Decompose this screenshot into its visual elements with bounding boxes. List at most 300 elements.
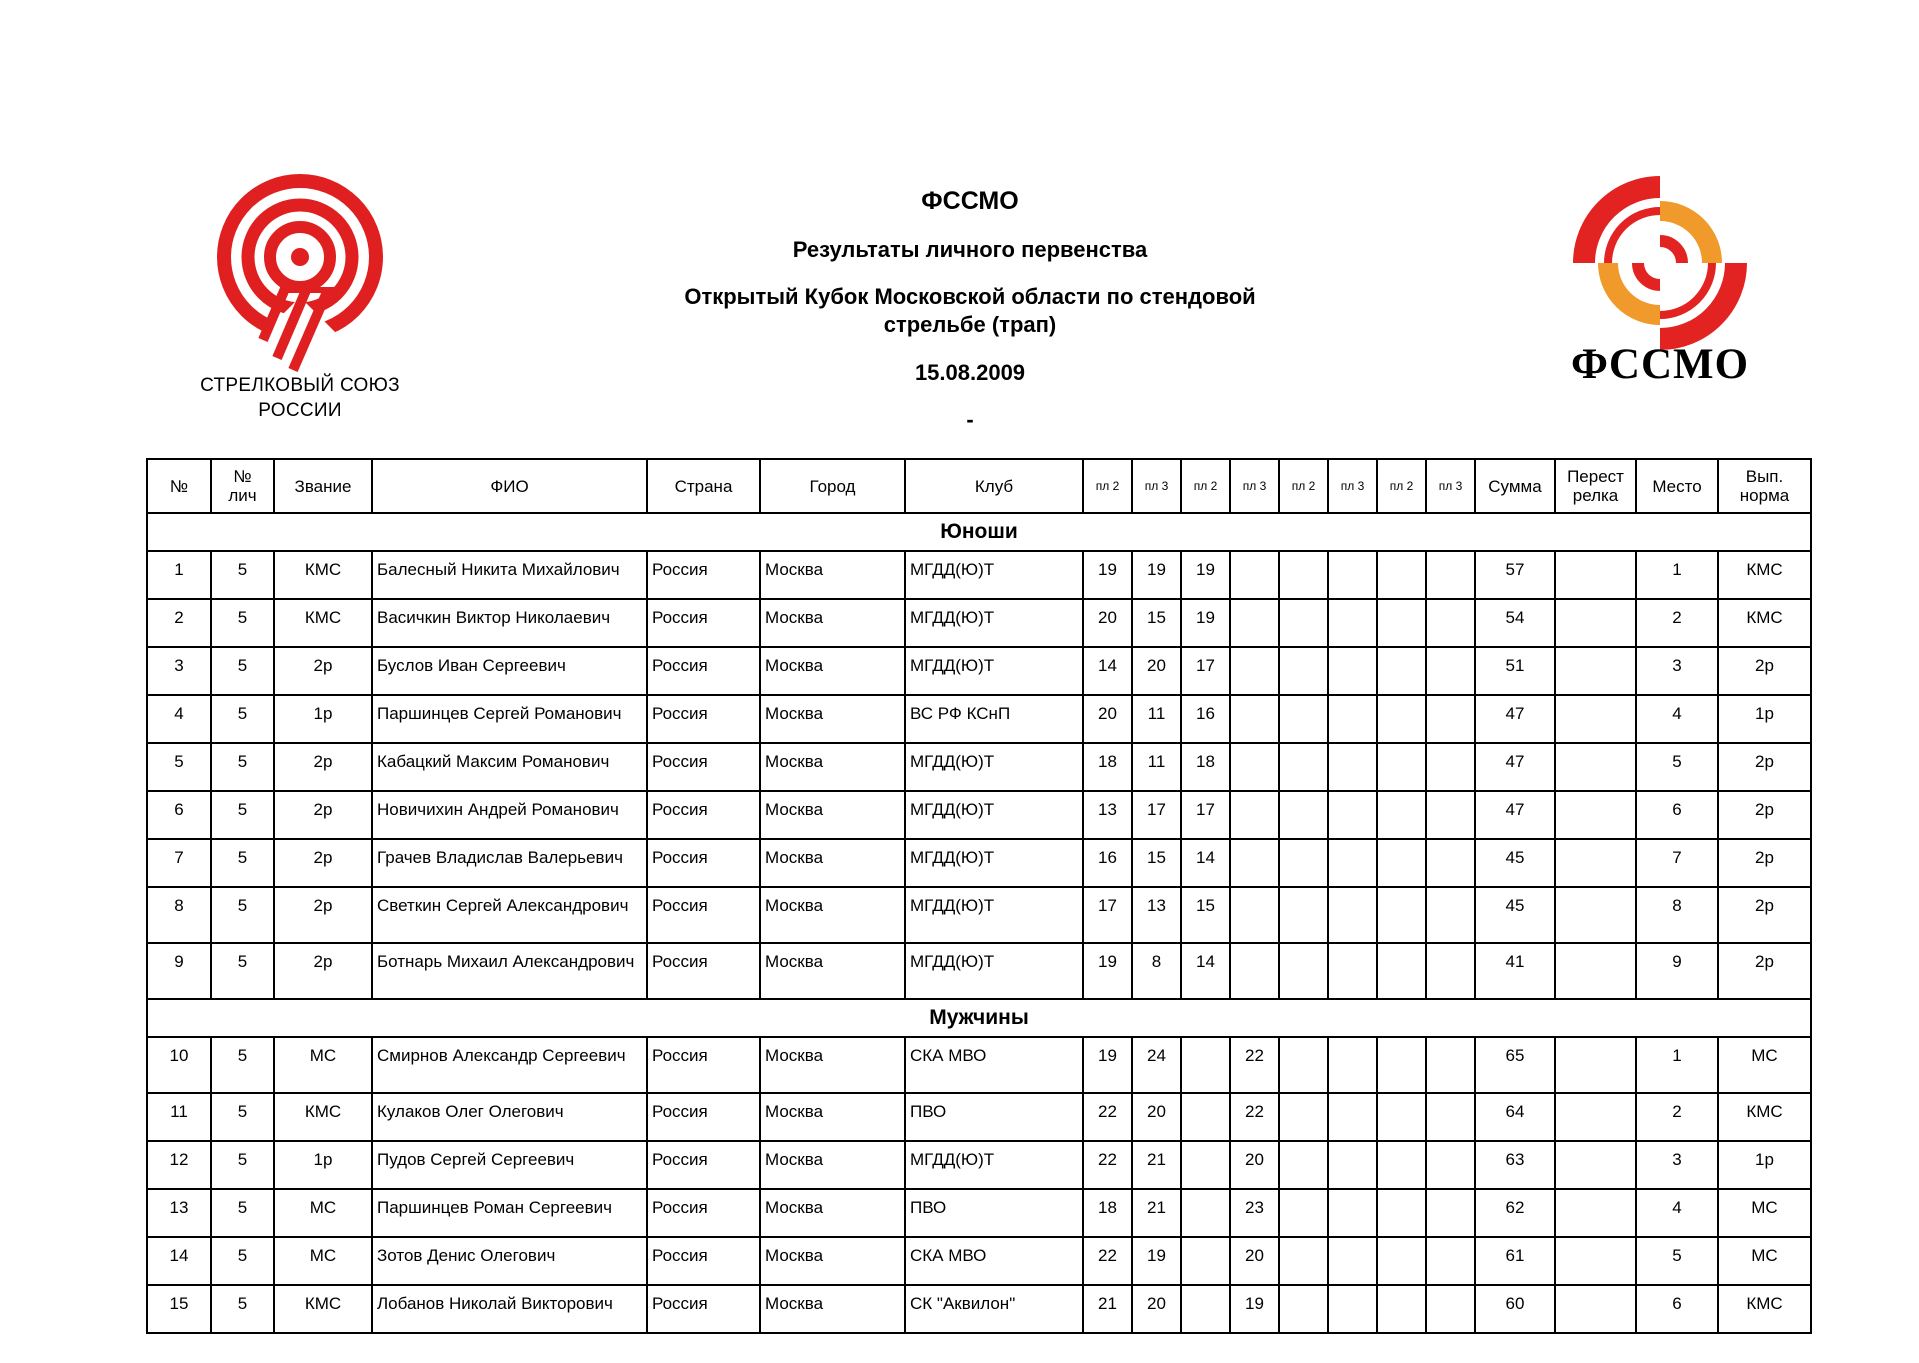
row-round-score-8 — [1426, 599, 1475, 647]
row-rank: КМС — [274, 551, 372, 599]
row-country: Россия — [647, 1189, 760, 1237]
row-round-score-6 — [1328, 743, 1377, 791]
table-row — [147, 647, 1811, 695]
row-num: 15 — [147, 1285, 211, 1333]
row-round-score-4: 20 — [1230, 1141, 1279, 1189]
row-norm: КМС — [1718, 1093, 1811, 1141]
row-round-score-7 — [1377, 1237, 1426, 1285]
row-round-score-3: 17 — [1181, 647, 1230, 695]
row-rank: 1р — [274, 695, 372, 743]
row-round-score-4 — [1230, 743, 1279, 791]
col-round-2: пл 3 — [1132, 459, 1181, 513]
row-round-score-3: 16 — [1181, 695, 1230, 743]
row-round-score-2: 24 — [1132, 1037, 1181, 1093]
col-round-1: пл 2 — [1083, 459, 1132, 513]
row-shootoff — [1555, 647, 1636, 695]
row-name: Кабацкий Максим Романович — [372, 743, 647, 791]
row-round-score-5 — [1279, 647, 1328, 695]
row-country: Россия — [647, 1093, 760, 1141]
row-round-score-3 — [1181, 1285, 1230, 1333]
col-round-4: пл 3 — [1230, 459, 1279, 513]
row-rank: МС — [274, 1189, 372, 1237]
table-row — [147, 551, 1811, 599]
row-round-score-6 — [1328, 1189, 1377, 1237]
row-round-score-5 — [1279, 943, 1328, 999]
table-row — [147, 1141, 1811, 1189]
row-round-score-5 — [1279, 1189, 1328, 1237]
row-place: 3 — [1636, 1141, 1718, 1189]
row-club: ВС РФ КСнП — [905, 695, 1083, 743]
row-round-score-7 — [1377, 551, 1426, 599]
row-round-score-1: 19 — [1083, 551, 1132, 599]
row-club: МГДД(Ю)Т — [905, 647, 1083, 695]
row-club: СК "Аквилон" — [905, 1285, 1083, 1333]
row-sum: 47 — [1475, 743, 1555, 791]
col-city: Город — [760, 459, 905, 513]
row-num: 14 — [147, 1237, 211, 1285]
row-city: Москва — [760, 599, 905, 647]
row-shootoff — [1555, 695, 1636, 743]
row-sum: 57 — [1475, 551, 1555, 599]
row-round-score-6 — [1328, 1237, 1377, 1285]
row-city: Москва — [760, 647, 905, 695]
row-sum: 62 — [1475, 1189, 1555, 1237]
col-round-8: пл 3 — [1426, 459, 1475, 513]
table-row — [147, 695, 1811, 743]
table-row — [147, 1037, 1811, 1093]
row-country: Россия — [647, 887, 760, 943]
row-round-score-1: 21 — [1083, 1285, 1132, 1333]
row-country: Россия — [647, 943, 760, 999]
row-num: 1 — [147, 551, 211, 599]
row-norm: МС — [1718, 1237, 1811, 1285]
row-sum: 54 — [1475, 599, 1555, 647]
row-rank: 2р — [274, 887, 372, 943]
row-norm: 1р — [1718, 1141, 1811, 1189]
event-title-line2: стрельбе (трап) — [883, 312, 1057, 337]
row-name: Зотов Денис Олегович — [372, 1237, 647, 1285]
row-place: 8 — [1636, 887, 1718, 943]
row-round-score-6 — [1328, 943, 1377, 999]
row-pers-num: 5 — [211, 695, 274, 743]
row-sum: 47 — [1475, 791, 1555, 839]
row-num: 9 — [147, 943, 211, 999]
row-city: Москва — [760, 695, 905, 743]
dash-line: - — [966, 407, 974, 432]
section-header-row — [147, 513, 1811, 551]
row-sum: 41 — [1475, 943, 1555, 999]
target-crosshair-icon — [1570, 175, 1750, 350]
row-round-score-4 — [1230, 695, 1279, 743]
row-round-score-1: 19 — [1083, 1037, 1132, 1093]
row-rank: КМС — [274, 1285, 372, 1333]
row-pers-num: 5 — [211, 1093, 274, 1141]
row-round-score-1: 22 — [1083, 1141, 1132, 1189]
row-num: 7 — [147, 839, 211, 887]
row-num: 5 — [147, 743, 211, 791]
event-title — [560, 283, 1380, 339]
row-club: МГДД(Ю)Т — [905, 943, 1083, 999]
row-country: Россия — [647, 1237, 760, 1285]
table-row — [147, 599, 1811, 647]
row-round-score-3 — [1181, 1237, 1230, 1285]
row-round-score-3 — [1181, 1141, 1230, 1189]
row-round-score-5 — [1279, 551, 1328, 599]
row-name: Паршинцев Роман Сергеевич — [372, 1189, 647, 1237]
row-round-score-6 — [1328, 551, 1377, 599]
row-country: Россия — [647, 599, 760, 647]
row-round-score-8 — [1426, 743, 1475, 791]
row-name: Ботнарь Михаил Александрович — [372, 943, 647, 999]
row-round-score-5 — [1279, 1037, 1328, 1093]
row-place: 2 — [1636, 1093, 1718, 1141]
row-round-score-5 — [1279, 743, 1328, 791]
section-header-row — [147, 999, 1811, 1037]
row-round-score-5 — [1279, 599, 1328, 647]
col-norm — [1718, 459, 1811, 513]
col-pers-num — [211, 459, 274, 513]
row-round-score-3: 19 — [1181, 599, 1230, 647]
row-country: Россия — [647, 551, 760, 599]
results-table — [146, 458, 1812, 1334]
col-norm-line1: Вып. — [1745, 467, 1784, 486]
row-num: 3 — [147, 647, 211, 695]
row-round-score-3: 19 — [1181, 551, 1230, 599]
row-name: Буслов Иван Сергеевич — [372, 647, 647, 695]
row-place: 3 — [1636, 647, 1718, 695]
row-round-score-1: 17 — [1083, 887, 1132, 943]
target-icon — [215, 172, 385, 372]
row-name: Васичкин Виктор Николаевич — [372, 599, 647, 647]
row-pers-num: 5 — [211, 791, 274, 839]
row-country: Россия — [647, 1037, 760, 1093]
col-norm-line2: норма — [1739, 486, 1790, 505]
row-round-score-2: 15 — [1132, 599, 1181, 647]
row-rank: 2р — [274, 647, 372, 695]
row-shootoff — [1555, 743, 1636, 791]
row-num: 2 — [147, 599, 211, 647]
row-city: Москва — [760, 791, 905, 839]
row-norm: 2р — [1718, 839, 1811, 887]
row-round-score-1: 18 — [1083, 743, 1132, 791]
section-title: Мужчины — [147, 999, 1811, 1037]
row-shootoff — [1555, 599, 1636, 647]
row-round-score-8 — [1426, 943, 1475, 999]
row-sum: 65 — [1475, 1037, 1555, 1093]
col-round-3: пл 2 — [1181, 459, 1230, 513]
row-place: 5 — [1636, 743, 1718, 791]
row-shootoff — [1555, 887, 1636, 943]
row-shootoff — [1555, 1093, 1636, 1141]
row-round-score-4: 19 — [1230, 1285, 1279, 1333]
row-round-score-2: 15 — [1132, 839, 1181, 887]
row-sum: 60 — [1475, 1285, 1555, 1333]
row-city: Москва — [760, 1141, 905, 1189]
row-round-score-1: 22 — [1083, 1093, 1132, 1141]
row-round-score-1: 16 — [1083, 839, 1132, 887]
row-round-score-5 — [1279, 1237, 1328, 1285]
row-sum: 45 — [1475, 839, 1555, 887]
row-place: 7 — [1636, 839, 1718, 887]
row-country: Россия — [647, 743, 760, 791]
row-city: Москва — [760, 1189, 905, 1237]
row-place: 6 — [1636, 1285, 1718, 1333]
col-place: Место — [1636, 459, 1718, 513]
row-num: 11 — [147, 1093, 211, 1141]
row-country: Россия — [647, 839, 760, 887]
row-round-score-7 — [1377, 599, 1426, 647]
table-row — [147, 791, 1811, 839]
col-shootoff — [1555, 459, 1636, 513]
row-round-score-8 — [1426, 791, 1475, 839]
row-round-score-6 — [1328, 1141, 1377, 1189]
col-round-6: пл 3 — [1328, 459, 1377, 513]
row-num: 8 — [147, 887, 211, 943]
row-name: Новичихин Андрей Романович — [372, 791, 647, 839]
table-row — [147, 1237, 1811, 1285]
row-round-score-6 — [1328, 695, 1377, 743]
row-sum: 51 — [1475, 647, 1555, 695]
row-sum: 61 — [1475, 1237, 1555, 1285]
row-shootoff — [1555, 1285, 1636, 1333]
row-norm: 2р — [1718, 647, 1811, 695]
row-club: МГДД(Ю)Т — [905, 887, 1083, 943]
row-sum: 45 — [1475, 887, 1555, 943]
row-round-score-8 — [1426, 1285, 1475, 1333]
row-club: СКА МВО — [905, 1237, 1083, 1285]
col-name: ФИО — [372, 459, 647, 513]
row-norm: 2р — [1718, 743, 1811, 791]
row-round-score-7 — [1377, 887, 1426, 943]
results-body — [147, 513, 1811, 1333]
row-round-score-2: 21 — [1132, 1189, 1181, 1237]
row-round-score-2: 8 — [1132, 943, 1181, 999]
row-round-score-8 — [1426, 647, 1475, 695]
row-name: Светкин Сергей Александрович — [372, 887, 647, 943]
row-club: МГДД(Ю)Т — [905, 551, 1083, 599]
row-round-score-5 — [1279, 1141, 1328, 1189]
row-round-score-4 — [1230, 647, 1279, 695]
row-place: 1 — [1636, 1037, 1718, 1093]
row-round-score-3: 14 — [1181, 839, 1230, 887]
row-pers-num: 5 — [211, 599, 274, 647]
col-pers-num-line2: лич — [228, 486, 257, 505]
row-round-score-2: 21 — [1132, 1141, 1181, 1189]
row-round-score-3 — [1181, 1189, 1230, 1237]
row-round-score-8 — [1426, 1237, 1475, 1285]
row-round-score-8 — [1426, 839, 1475, 887]
row-round-score-4: 23 — [1230, 1189, 1279, 1237]
row-pers-num: 5 — [211, 1285, 274, 1333]
row-round-score-5 — [1279, 1093, 1328, 1141]
row-pers-num: 5 — [211, 647, 274, 695]
row-country: Россия — [647, 1141, 760, 1189]
row-round-score-8 — [1426, 1093, 1475, 1141]
row-round-score-2: 11 — [1132, 695, 1181, 743]
row-city: Москва — [760, 887, 905, 943]
row-round-score-7 — [1377, 743, 1426, 791]
row-round-score-7 — [1377, 1093, 1426, 1141]
event-title-line1: Открытый Кубок Московской области по стендовой — [684, 284, 1256, 309]
row-round-score-4 — [1230, 943, 1279, 999]
row-country: Россия — [647, 647, 760, 695]
row-name: Пудов Сергей Сергеевич — [372, 1141, 647, 1189]
row-round-score-2: 13 — [1132, 887, 1181, 943]
row-round-score-1: 22 — [1083, 1237, 1132, 1285]
row-round-score-3 — [1181, 1037, 1230, 1093]
row-club: МГДД(Ю)Т — [905, 1141, 1083, 1189]
row-round-score-8 — [1426, 1189, 1475, 1237]
row-norm: 1р — [1718, 695, 1811, 743]
table-row — [147, 839, 1811, 887]
row-round-score-6 — [1328, 647, 1377, 695]
row-city: Москва — [760, 943, 905, 999]
row-shootoff — [1555, 1189, 1636, 1237]
row-name: Смирнов Александр Сергеевич — [372, 1037, 647, 1093]
row-sum: 63 — [1475, 1141, 1555, 1189]
col-sum: Сумма — [1475, 459, 1555, 513]
row-round-score-2: 19 — [1132, 1237, 1181, 1285]
row-norm: МС — [1718, 1189, 1811, 1237]
row-norm: 2р — [1718, 943, 1811, 999]
row-norm: 2р — [1718, 887, 1811, 943]
row-rank: 2р — [274, 791, 372, 839]
table-row — [147, 887, 1811, 943]
table-row — [147, 1093, 1811, 1141]
row-round-score-4 — [1230, 551, 1279, 599]
row-rank: 1р — [274, 1141, 372, 1189]
table-row — [147, 1189, 1811, 1237]
row-pers-num: 5 — [211, 743, 274, 791]
row-rank: МС — [274, 1037, 372, 1093]
row-norm: КМС — [1718, 1285, 1811, 1333]
row-round-score-6 — [1328, 791, 1377, 839]
row-rank: 2р — [274, 743, 372, 791]
row-round-score-3: 17 — [1181, 791, 1230, 839]
row-round-score-1: 20 — [1083, 695, 1132, 743]
row-club: МГДД(Ю)Т — [905, 839, 1083, 887]
row-city: Москва — [760, 1237, 905, 1285]
row-round-score-8 — [1426, 551, 1475, 599]
row-name: Балесный Никита Михайлович — [372, 551, 647, 599]
row-name: Лобанов Николай Викторович — [372, 1285, 647, 1333]
row-rank: КМС — [274, 1093, 372, 1141]
row-round-score-7 — [1377, 1141, 1426, 1189]
row-place: 6 — [1636, 791, 1718, 839]
row-round-score-4: 20 — [1230, 1237, 1279, 1285]
row-place: 5 — [1636, 1237, 1718, 1285]
row-num: 6 — [147, 791, 211, 839]
row-round-score-2: 20 — [1132, 1285, 1181, 1333]
row-rank: 2р — [274, 943, 372, 999]
row-city: Москва — [760, 551, 905, 599]
row-round-score-6 — [1328, 839, 1377, 887]
row-norm: КМС — [1718, 551, 1811, 599]
row-num: 12 — [147, 1141, 211, 1189]
row-round-score-7 — [1377, 839, 1426, 887]
row-round-score-5 — [1279, 887, 1328, 943]
row-club: МГДД(Ю)Т — [905, 599, 1083, 647]
logo-caption-line1: СТРЕЛКОВЫЙ СОЮЗ — [200, 375, 400, 396]
row-pers-num: 5 — [211, 839, 274, 887]
row-club: ПВО — [905, 1093, 1083, 1141]
row-place: 1 — [1636, 551, 1718, 599]
row-norm: МС — [1718, 1037, 1811, 1093]
row-sum: 64 — [1475, 1093, 1555, 1141]
row-round-score-7 — [1377, 1285, 1426, 1333]
shooting-union-logo — [180, 172, 420, 432]
row-club: СКА МВО — [905, 1037, 1083, 1093]
row-sum: 47 — [1475, 695, 1555, 743]
row-round-score-6 — [1328, 1093, 1377, 1141]
row-round-score-6 — [1328, 1037, 1377, 1093]
row-pers-num: 5 — [211, 1189, 274, 1237]
row-pers-num: 5 — [211, 887, 274, 943]
col-shootoff-line1: Перест — [1567, 467, 1624, 486]
row-shootoff — [1555, 1141, 1636, 1189]
col-round-7: пл 2 — [1377, 459, 1426, 513]
row-round-score-2: 20 — [1132, 1093, 1181, 1141]
row-place: 4 — [1636, 1189, 1718, 1237]
row-round-score-3: 18 — [1181, 743, 1230, 791]
row-round-score-4: 22 — [1230, 1037, 1279, 1093]
row-club: ПВО — [905, 1189, 1083, 1237]
row-city: Москва — [760, 1037, 905, 1093]
row-pers-num: 5 — [211, 1237, 274, 1285]
row-shootoff — [1555, 943, 1636, 999]
row-place: 9 — [1636, 943, 1718, 999]
row-round-score-5 — [1279, 791, 1328, 839]
row-round-score-6 — [1328, 599, 1377, 647]
row-city: Москва — [760, 839, 905, 887]
row-num: 4 — [147, 695, 211, 743]
row-norm: КМС — [1718, 599, 1811, 647]
row-pers-num: 5 — [211, 1037, 274, 1093]
row-place: 4 — [1636, 695, 1718, 743]
row-pers-num: 5 — [211, 943, 274, 999]
logo-wordmark: ФССМО — [1570, 341, 1750, 388]
row-round-score-5 — [1279, 695, 1328, 743]
row-round-score-8 — [1426, 695, 1475, 743]
row-country: Россия — [647, 791, 760, 839]
row-round-score-1: 13 — [1083, 791, 1132, 839]
row-shootoff — [1555, 1237, 1636, 1285]
table-row — [147, 1285, 1811, 1333]
row-country: Россия — [647, 1285, 760, 1333]
row-round-score-3: 14 — [1181, 943, 1230, 999]
row-round-score-4 — [1230, 839, 1279, 887]
row-shootoff — [1555, 791, 1636, 839]
col-shootoff-line2: релка — [1572, 486, 1619, 505]
table-row — [147, 943, 1811, 999]
row-round-score-4 — [1230, 599, 1279, 647]
row-shootoff — [1555, 1037, 1636, 1093]
row-round-score-7 — [1377, 1037, 1426, 1093]
row-city: Москва — [760, 1093, 905, 1141]
logo-caption-line2: РОССИИ — [258, 400, 342, 421]
row-norm: 2р — [1718, 791, 1811, 839]
row-rank: МС — [274, 1237, 372, 1285]
row-round-score-7 — [1377, 1189, 1426, 1237]
row-round-score-4 — [1230, 791, 1279, 839]
row-name: Грачев Владислав Валерьевич — [372, 839, 647, 887]
row-round-score-5 — [1279, 839, 1328, 887]
row-round-score-1: 19 — [1083, 943, 1132, 999]
row-country: Россия — [647, 695, 760, 743]
row-rank: 2р — [274, 839, 372, 887]
row-round-score-7 — [1377, 943, 1426, 999]
row-round-score-3: 15 — [1181, 887, 1230, 943]
